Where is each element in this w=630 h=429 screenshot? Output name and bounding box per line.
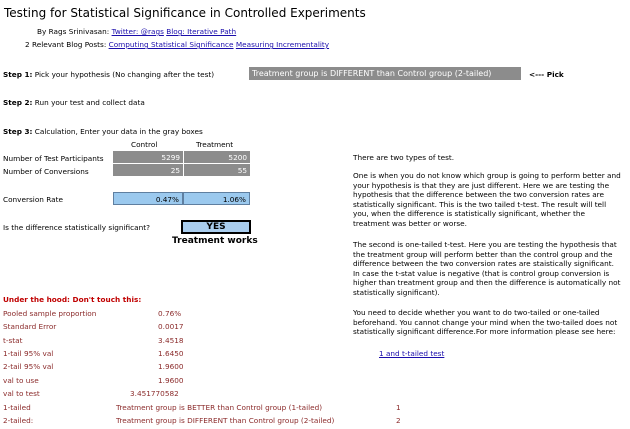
explanation-intro: There are two types of test. [353,153,455,162]
twitter-link[interactable]: Twitter: @rags [111,27,164,36]
hood-value-tstat: 3.4518 [158,336,184,345]
explanation-decide: You need to decide whether you want to do two-tailed or one-tailed beforehand. You cannot change your mind when the two-tailed does not statistically significant difference.For more information please see here: [353,308,618,336]
page-title: Testing for Statistical Significance in Controlled Experiments [4,6,366,20]
step3-label: Step 3: [3,127,33,136]
tailed2-text: Treatment group is DIFFERENT than Control group (2-tailed) [116,416,335,425]
hood-label-1tail: 1-tail 95% val [3,349,54,358]
treatment-rate: 1.06% [183,192,250,205]
control-rate: 0.47% [113,192,183,205]
explanation-one-tailed: The second is one-tailed t-test. Here you are testing the hypothesis that the treatment group will perform better than the control group and the difference between the two conversion rates are staistically significant. In case the t-stat value is negative (that is control group conversion is higher than treatment group and then the difference is automatically not statistically significant). [353,240,621,297]
hood-value-val-to-test: 3.451770582 [130,389,179,398]
significance-answer: YES [181,220,251,234]
tailed2-label: 2-tailed: [3,416,34,425]
tailed1-num: 1 [396,403,401,412]
hood-value-1tail: 1.6450 [158,349,184,358]
step2 [3,98,145,107]
pick-hint: <--- Pick [529,70,564,79]
related-posts [25,40,329,49]
byline-prefix: By Rags Srinivasan: [37,27,110,36]
step3-text: Calculation, Enter your data in the gray boxes [34,127,203,136]
control-conversions-input[interactable]: 25 [113,164,183,177]
step3 [3,127,203,136]
post1-link[interactable]: Computing Statistical Significance [108,40,234,49]
col-header-treatment: Treatment [196,140,234,149]
related-prefix: 2 Relevant Blog Posts: [25,40,107,49]
step1-text: Pick your hypothesis (No changing after the test) [34,70,215,79]
hood-value-pooled: 0.76% [158,309,182,318]
tailed-test-link[interactable]: 1 and t-tailed test [379,349,445,358]
tailed1-text: Treatment group is BETTER than Control group (1-tailed) [116,403,323,412]
row-label-conversions: Number of Conversions [3,167,89,176]
hood-label-val-to-test: val to test [3,389,40,398]
hood-label-tstat: t-stat [3,336,23,345]
hood-value-2tail: 1.9600 [158,362,184,371]
hood-label-stderr: Standard Error [3,322,57,331]
hypothesis-select[interactable]: Treatment group is DIFFERENT than Control group (2-tailed) [249,67,521,80]
control-participants-input[interactable]: 5299 [113,151,183,164]
significance-verdict: Treatment works [172,236,258,246]
step1 [3,70,214,79]
hood-value-stderr: 0.0017 [158,322,184,331]
post2-link[interactable]: Measuring Incrementality [235,40,330,49]
hood-label-pooled: Pooled sample proportion [3,309,97,318]
col-header-control: Control [131,140,158,149]
step1-label: Step 1: [3,70,33,79]
step2-text: Run your test and collect data [34,98,145,107]
hood-label-2tail: 2-tail 95% val [3,362,54,371]
tailed1-label: 1-tailed [3,403,31,412]
hood-label-val-to-use: val to use [3,376,39,385]
row-label-rate: Conversion Rate [3,195,63,204]
blog-link[interactable]: Blog: Iterative Path [166,27,237,36]
row-label-participants: Number of Test Participants [3,154,104,163]
hood-value-val-to-use: 1.9600 [158,376,184,385]
under-hood-heading: Under the hood: Don't touch this: [3,295,142,304]
explanation-two-tailed: One is when you do not know which group is going to perform better and your hypothesis is that they are just different. Here we are testing the hypothesis that the difference between the two conversion rates are statistically significant. This is the two tailed t-test. The result will tell you, when the difference is statistically significant, whether the treatment was better or worse. [353,171,621,228]
byline [37,27,236,36]
significance-question: Is the difference statistically significant? [3,223,150,232]
treatment-conversions-input[interactable]: 55 [183,164,250,177]
tailed2-num: 2 [396,416,401,425]
treatment-participants-input[interactable]: 5200 [183,151,250,164]
step2-label: Step 2: [3,98,33,107]
